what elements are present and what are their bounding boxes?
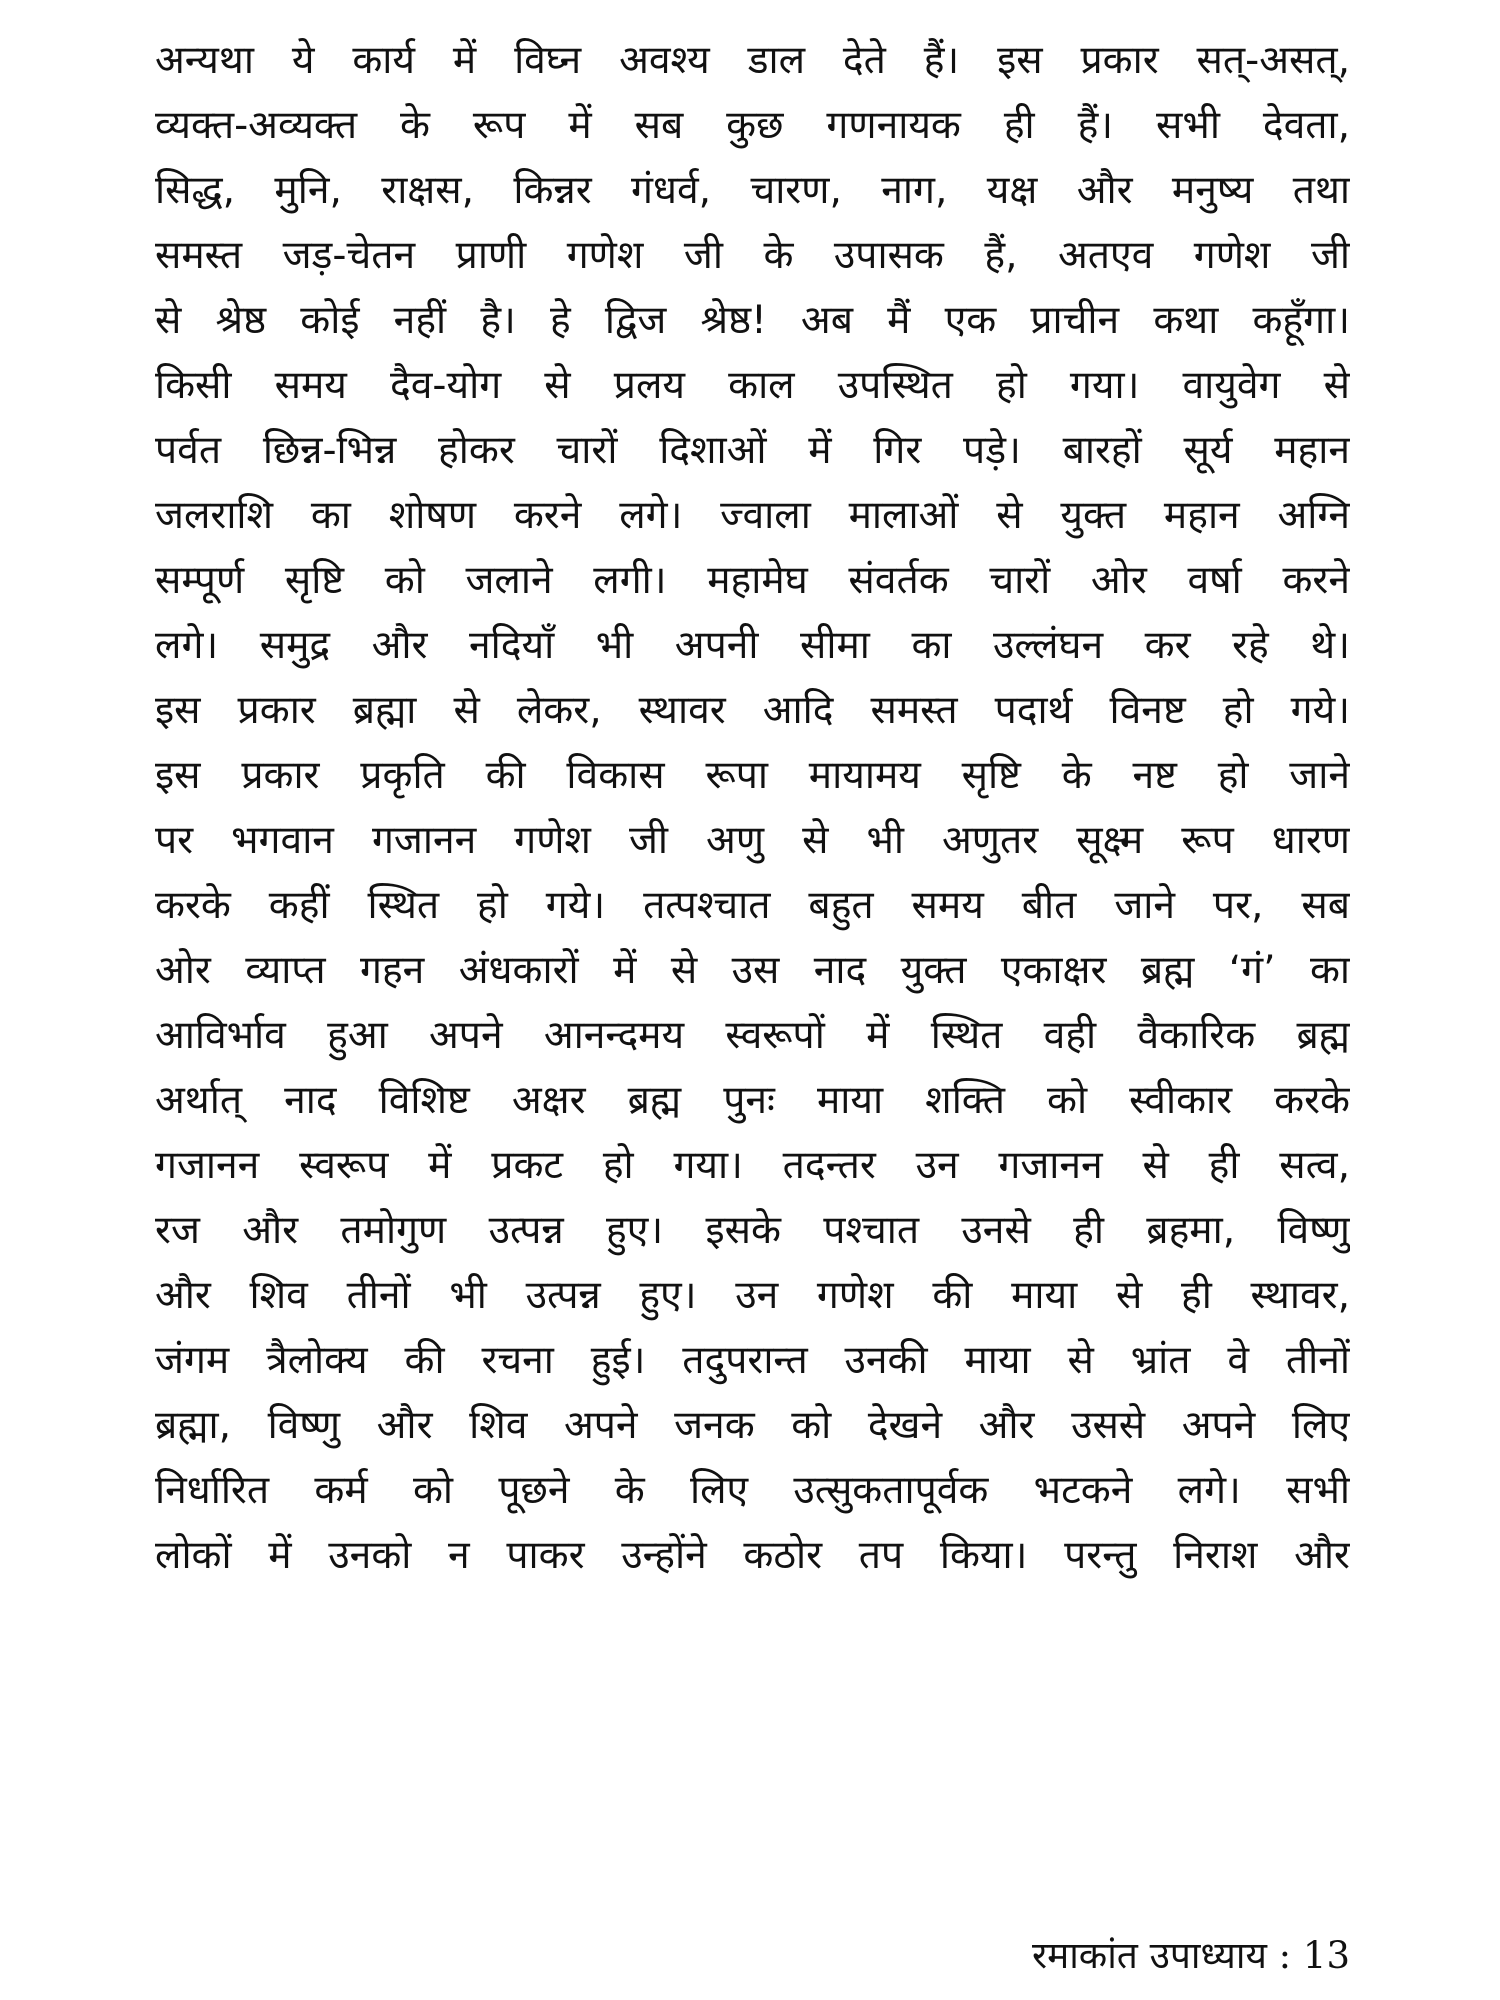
text-line: किसी समय दैव-योग से प्रलय काल उपस्थित हो गया। वायुवेग से (155, 363, 1350, 408)
page-footer: रमाकांत उपाध्याय : 13 (1031, 1934, 1350, 1977)
text-line: लोकों में उनको न पाकर उन्होंने कठोर तप किया। परन्तु निराश और (155, 1533, 1350, 1578)
text-line: सम्पूर्ण सृष्टि को जलाने लगी। महामेघ संवर्तक चारों ओर वर्षा करने (155, 558, 1350, 603)
text-line: ओर व्याप्त गहन अंधकारों में से उस नाद युक्त एकाक्षर ब्रह्म ‘गं’ का (155, 948, 1350, 993)
text-line: ब्रह्मा, विष्णु और शिव अपने जनक को देखने और उससे अपने लिए (155, 1403, 1350, 1448)
text-line: इस प्रकार ब्रह्मा से लेकर, स्थावर आदि समस्त पदार्थ विनष्ट हो गये। (155, 688, 1350, 733)
text-line: व्यक्त-अव्यक्त के रूप में सब कुछ गणनायक ही हैं। सभी देवता, (155, 103, 1350, 148)
text-line: आविर्भाव हुआ अपने आनन्दमय स्वरूपों में स्थित वही वैकारिक ब्रह्म (155, 1013, 1350, 1058)
text-line: और शिव तीनों भी उत्पन्न हुए। उन गणेश की माया से ही स्थावर, (155, 1273, 1350, 1318)
text-line: जलराशि का शोषण करने लगे। ज्वाला मालाओं से युक्त महान अग्नि (155, 493, 1350, 538)
text-line: अन्यथा ये कार्य में विघ्न अवश्य डाल देते हैं। इस प्रकार सत्-असत्, (155, 38, 1350, 83)
text-line: सिद्ध, मुनि, राक्षस, किन्नर गंधर्व, चारण, नाग, यक्ष और मनुष्य तथा (155, 168, 1350, 213)
text-line: अर्थात् नाद विशिष्ट अक्षर ब्रह्म पुनः माया शक्ति को स्वीकार करके (155, 1078, 1350, 1123)
text-line: से श्रेष्ठ कोई नहीं है। हे द्विज श्रेष्ठ! अब मैं एक प्राचीन कथा कहूँगा। (155, 298, 1350, 343)
text-line: रज और तमोगुण उत्पन्न हुए। इसके पश्चात उनसे ही ब्रहमा, विष्णु (155, 1208, 1350, 1253)
text-line: गजानन स्वरूप में प्रकट हो गया। तदन्तर उन गजानन से ही सत्व, (155, 1143, 1350, 1188)
text-line: लगे। समुद्र और नदियाँ भी अपनी सीमा का उल्लंघन कर रहे थे। (155, 623, 1350, 668)
text-line: निर्धारित कर्म को पूछने के लिए उत्सुकतापूर्वक भटकने लगे। सभी (155, 1468, 1350, 1513)
body-text (155, 28, 1350, 1588)
text-line: पर्वत छिन्न-भिन्न होकर चारों दिशाओं में गिर पड़े। बारहों सूर्य महान (155, 428, 1350, 473)
text-line: पर भगवान गजानन गणेश जी अणु से भी अणुतर सूक्ष्म रूप धारण (155, 818, 1350, 863)
text-line: करके कहीं स्थित हो गये। तत्पश्चात बहुत समय बीत जाने पर, सब (155, 883, 1350, 928)
text-line: इस प्रकार प्रकृति की विकास रूपा मायामय सृष्टि के नष्ट हो जाने (155, 753, 1350, 798)
text-line: समस्त जड़-चेतन प्राणी गणेश जी के उपासक हैं, अतएव गणेश जी (155, 233, 1350, 278)
text-line: जंगम त्रैलोक्य की रचना हुई। तदुपरान्त उनकी माया से भ्रांत वे तीनों (155, 1338, 1350, 1383)
